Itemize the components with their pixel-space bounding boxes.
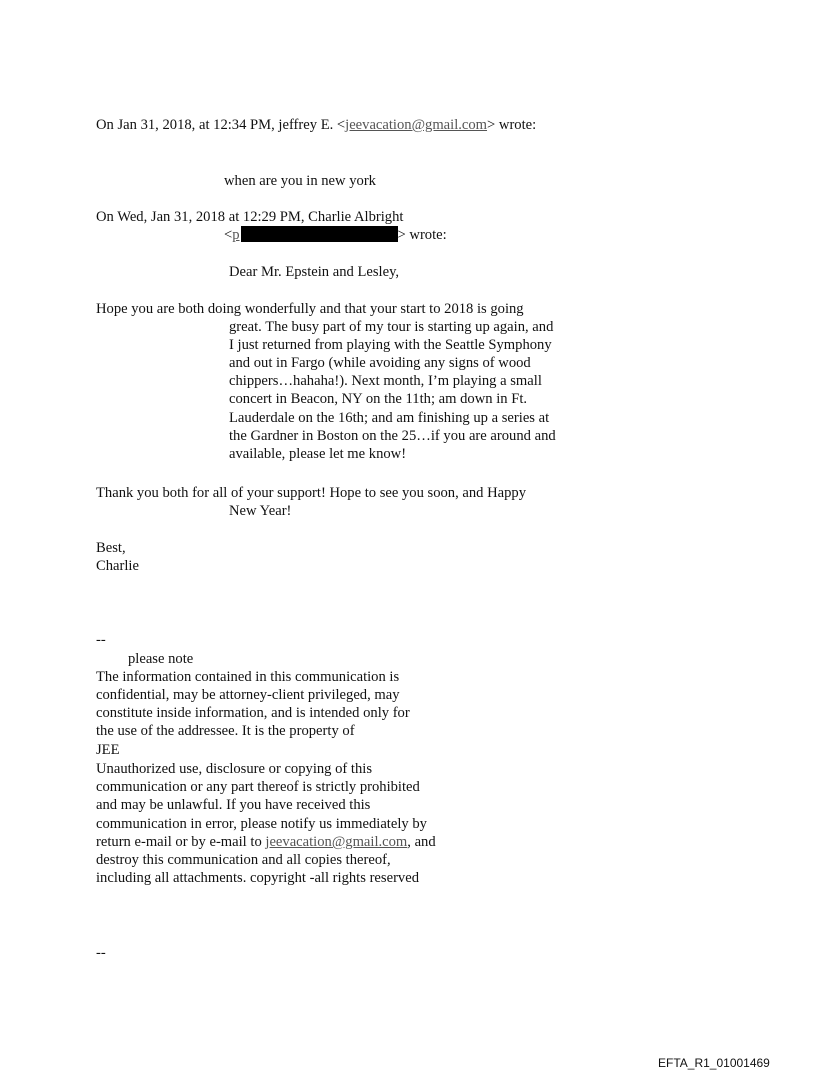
greeting: Dear Mr. Epstein and Lesley,: [229, 264, 400, 280]
disclaimer-email-link[interactable]: jeevacation@gmail.com: [265, 834, 408, 850]
quoted-header-line1: On Wed, Jan 31, 2018 at 12:29 PM, Charlie Albright: [96, 209, 404, 225]
disclaimer-line: The information contained in this communication is: [96, 669, 400, 685]
note-title: please note: [128, 651, 194, 667]
para1-line: available, please let me know!: [229, 446, 407, 462]
disclaimer-line: JEE: [96, 742, 120, 758]
signoff-name: Charlie: [96, 558, 139, 574]
email-header: [96, 116, 536, 134]
redaction-box: [241, 226, 398, 242]
signature-separator: --: [96, 632, 106, 648]
disclaimer-email-suffix: , and: [407, 834, 436, 850]
disclaimer-email-prefix: return e-mail or by e-mail to: [96, 834, 266, 850]
disclaimer-line: the use of the addressee. It is the property of: [96, 723, 355, 739]
disclaimer-line: Unauthorized use, disclosure or copying of this: [96, 761, 373, 777]
sender-email-link[interactable]: jeevacation@gmail.com: [345, 117, 488, 133]
signature-separator-bottom: --: [96, 945, 106, 961]
header-prefix: On Jan 31, 2018, at 12:34 PM, jeffrey E. <: [96, 117, 346, 133]
disclaimer-line: and may be unlawful. If you have received this: [96, 797, 371, 813]
reply-text: when are you in new york: [224, 173, 376, 189]
para2-line: Thank you both for all of your support! Hope to see you soon, and Happy: [96, 485, 527, 501]
disclaimer-line: including all attachments. copyright -all rights reserved: [96, 870, 419, 886]
disclaimer-email-line: [96, 833, 436, 851]
para1-line: chippers…hahaha!). Next month, I’m playing a small: [229, 373, 542, 389]
disclaimer-line: confidential, may be attorney-client privileged, may: [96, 687, 400, 703]
para1-line: and out in Fargo (while avoiding any signs of wood: [229, 355, 531, 371]
quoted-suffix: > wrote:: [397, 227, 447, 243]
header-suffix: > wrote:: [487, 117, 537, 133]
disclaimer-line: communication or any part thereof is strictly prohibited: [96, 779, 420, 795]
para1-line: the Gardner in Boston on the 25…if you are around and: [229, 428, 556, 444]
para1-line: concert in Beacon, NY on the 11th; am down in Ft.: [229, 391, 528, 407]
disclaimer-line: destroy this communication and all copies thereof,: [96, 852, 391, 868]
para1-line: Lauderdale on the 16th; and am finishing up a series at: [229, 410, 550, 426]
disclaimer-line: communication in error, please notify us immediately by: [96, 816, 427, 832]
document-id: EFTA_R1_01001469: [658, 1056, 770, 1070]
redacted-email-fragment: p: [232, 227, 240, 243]
signoff-best: Best,: [96, 540, 126, 556]
para1-line: I just returned from playing with the Seattle Symphony: [229, 337, 552, 353]
para2-line: New Year!: [229, 503, 292, 519]
para1-line: great. The busy part of my tour is starting up again, and: [229, 319, 554, 335]
quoted-header-line2: [224, 226, 447, 244]
disclaimer-line: constitute inside information, and is intended only for: [96, 705, 410, 721]
quoted-lt: <: [224, 227, 233, 243]
para1-line: Hope you are both doing wonderfully and that your start to 2018 is going: [96, 301, 524, 317]
